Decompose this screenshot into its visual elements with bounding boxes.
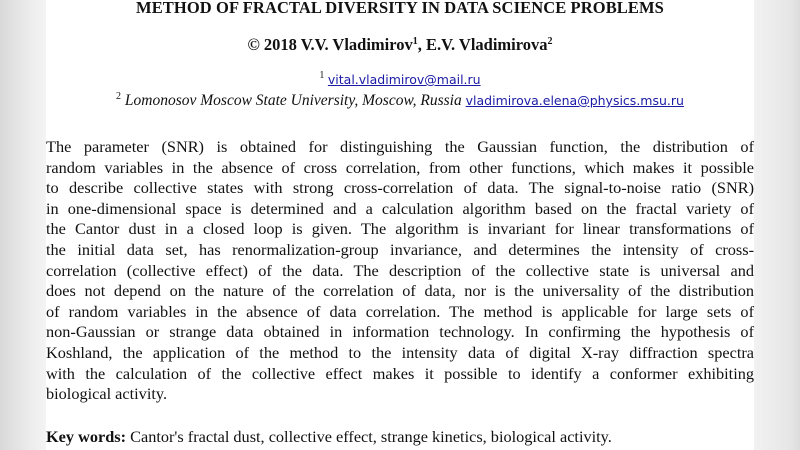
abstract-line: does not depend on the nature of the correlation of data, nor is the universality of the distribution [46,281,754,301]
email-link-1[interactable]: vital.vladimirov@mail.ru [327,72,481,87]
affiliation-2-superscript: 2 [116,91,122,102]
email-link-2[interactable]: vladimirova.elena@physics.msu.ru [465,93,684,108]
author-2-superscript: 2 [547,36,553,47]
author-2: , E.V. Vladimirova [417,35,548,54]
abstract-line: Koshland, the application of the method to the intensity data of digital X-ray diffraction spectra [46,342,754,362]
keywords-label: Key words: [46,427,127,446]
abstract-line: non-Gaussian or strange data obtained in information technology. In confirming the hypothesis of [46,322,754,342]
abstract-line: the Cantor dust in a closed loop is given. The algorithm is invariant for linear transformations of [46,219,754,239]
abstract-line: biological activity. [46,384,168,404]
affiliation-2 [46,92,754,110]
abstract-line: with the calculation of the collective effect makes it possible to identify a conformer exhibiting [46,363,754,383]
author-line [46,35,754,55]
abstract-line: the initial data set, has renormalization-group invariance, and determines the intensity of cross- [46,239,754,259]
abstract-line: correlation (collective effect) of the data. The description of the collective state is universal and [46,260,754,280]
keywords-text: Cantor's fractal dust, collective effect, strange kinetics, biological activity. [126,427,612,446]
affiliation-1 [46,72,754,89]
affiliation-1-superscript: 1 [319,70,325,81]
author-1: © 2018 V.V. Vladimirov [247,35,413,54]
abstract-line: of random variables in the absence of data correlation. The method is applicable for large sets of [46,301,754,321]
abstract-paragraph [46,137,754,405]
abstract-line: The parameter (SNR) is obtained for distinguishing the Gaussian function, the distribution of [46,137,754,156]
document-page [46,0,754,450]
author-1-superscript: 1 [412,36,418,47]
abstract-line: to describe collective states with strong cross-correlation of data. The signal-to-noise ratio (SNR) [46,178,754,198]
paper-title: METHOD OF FRACTAL DIVERSITY IN DATA SCIENCE PROBLEMS [136,0,664,17]
abstract-line: in one-dimensional space is determined and a calculation algorithm based on the fractal variety of [46,198,754,218]
abstract-line: random variables in the absence of cross correlation, from other functions, which makes it possible [46,157,754,177]
keywords [46,427,612,447]
affiliation-2-institution: Lomonosov Moscow State University, Moscow, Russia [124,92,462,109]
